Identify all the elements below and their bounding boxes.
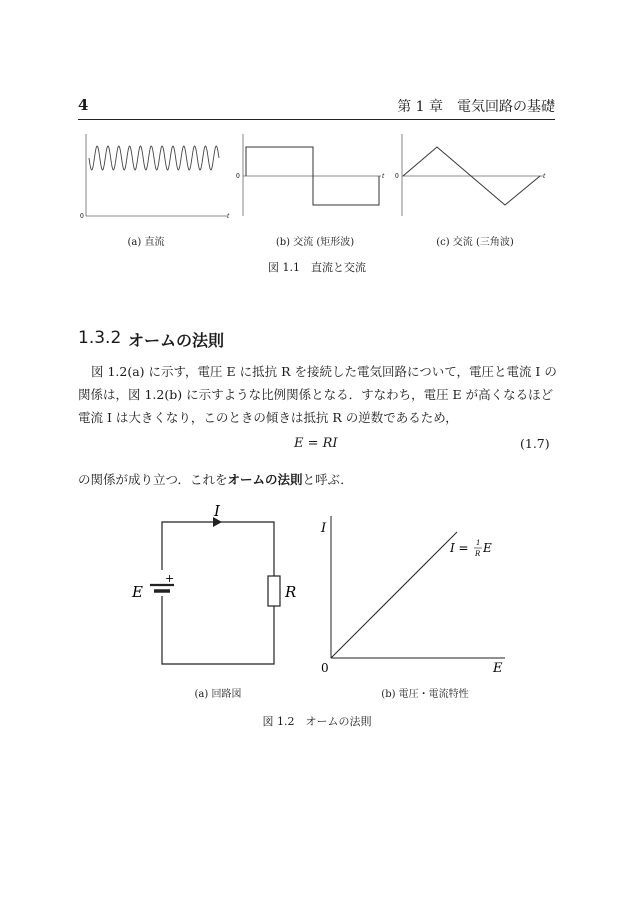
circuit-wire-bottom (162, 596, 274, 664)
panel-a-axis-label: t (227, 213, 230, 220)
figure-1-1c-caption: (c) 交流 (三角波) (436, 237, 514, 248)
panel-b-origin-label: 0 (236, 173, 240, 180)
figure-1-1 (75, 128, 555, 228)
circuit-diagram (125, 500, 305, 672)
figure-1-2b-caption: (b) 電圧・電流特性 (381, 689, 469, 700)
figure-1-1a-caption: (a) 直流 (127, 237, 165, 248)
page-number: 4 (78, 96, 89, 114)
section-number: 1.3.2 (78, 328, 122, 348)
circuit-wire-top (162, 522, 274, 576)
paragraph-line-3: 電流 I は大きくなり，このときの傾きは抵抗 R の逆数であるため， (78, 410, 458, 425)
current-label: I (214, 502, 220, 520)
figure-1-1-caption: 図 1.1 直流と交流 (268, 261, 366, 274)
equation-number: (1.7) (520, 436, 550, 451)
panel-c-origin-label: 0 (395, 173, 399, 180)
graph-x-label: E (493, 661, 503, 676)
line-label-suffix: E (483, 541, 492, 555)
panel-a-graph (80, 134, 230, 220)
ie-characteristic-graph (315, 512, 515, 680)
battery-plus-sign: + (165, 572, 175, 585)
figure-1-1b-caption: (b) 交流 (矩形波) (275, 237, 355, 248)
chapter-title: 第 1 章 電気回路の基礎 (397, 99, 555, 115)
resistor (268, 576, 280, 606)
paragraph-line-2: 関係は，図 1.2(b) に示すような比例関係となる．すなわち，電圧 E が高くなるほど (78, 387, 554, 402)
graph-proportional-line (331, 532, 457, 658)
line-label-fraction-num: 1 (476, 539, 481, 547)
panel-b-axis-label: t (382, 173, 385, 180)
line-label-prefix: I = (450, 541, 469, 555)
panel-b-graph (236, 134, 385, 216)
equation: E = RI (294, 436, 338, 451)
line-label-fraction-den: R (475, 550, 481, 558)
figure-1-2-caption: 図 1.2 オームの法則 (262, 715, 372, 728)
voltage-label: E (132, 583, 143, 601)
graph-y-label: I (321, 521, 327, 536)
header-rule (78, 119, 555, 120)
graph-line-label (449, 539, 492, 558)
panel-c-axis-label: t (543, 173, 546, 180)
resistor-label: R (285, 583, 297, 601)
ohms-law-term: オームの法則 (227, 472, 303, 487)
paragraph-line-4 (78, 470, 353, 488)
line4-post: と呼ぶ． (302, 472, 353, 487)
panel-a-origin-label: 0 (80, 213, 84, 220)
graph-origin-label: 0 (321, 661, 329, 675)
paragraph-line-1: 図 1.2(a) に示す，電圧 E に抵抗 R を接続した電気回路について，電圧と電流 I の (91, 364, 557, 379)
figure-1-2a-caption: (a) 回路図 (194, 689, 242, 700)
section-title: オームの法則 (128, 331, 225, 350)
panel-a-waveform (89, 146, 219, 170)
line4-pre: の関係が成り立つ．これを (78, 472, 228, 487)
panel-c-graph (395, 134, 546, 216)
